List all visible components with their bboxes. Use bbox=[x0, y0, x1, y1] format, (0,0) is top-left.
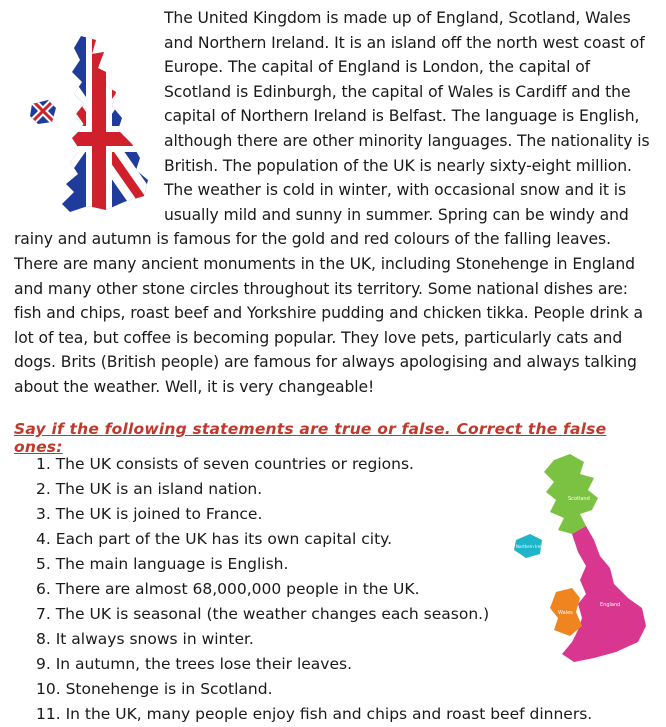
statement-item: 2. The UK is an island nation. bbox=[36, 480, 263, 498]
map-label-england: England bbox=[600, 602, 621, 608]
statement-item: 5. The main language is English. bbox=[36, 555, 289, 573]
statement-item: 6. There are almost 68,000,000 people in the UK. bbox=[36, 580, 420, 598]
map-label-northern-ireland: Northern Ireland bbox=[516, 544, 549, 549]
union-jack-map-image bbox=[26, 34, 152, 214]
statement-item: 11. In the UK, many people enjoy fish and chips and roast beef dinners. bbox=[36, 705, 593, 723]
reading-paragraph: The United Kingdom is made up of England, Scotland, Wales and Northern Ireland. It is an island off the north west coast of Europe. The capital of England is London, the capital of Scotland is Edinburgh, the capital of Wales is Cardiff and the capital of Northern Ireland is Belfast. The language is English, although there are other minority languages. The nationality is British. The population of the UK is nearly sixty-eight million. The weather is cold in winter, with occasional snow and it is usually mild and sunny in summer. Spring can be windy and rainy and autumn is famous for the gold and red colours of the falling leaves. There are many ancient monuments in the UK, including Stonehenge in England and many other stone circles throughout its territory. Some national dishes are: fish and chips, roast beef and Yorkshire pudding and chicken tikka. People drink a lot of tea, but coffee is becoming popular. They love pets, particularly cats and dogs. Brits (British people) are famous for always apologising and always talking about the weather. Well, it is very changeable! bbox=[14, 9, 650, 396]
statement-item: 10. Stonehenge is in Scotland. bbox=[36, 680, 273, 698]
statement-item: 3. The UK is joined to France. bbox=[36, 505, 263, 523]
statement-item: 7. The UK is seasonal (the weather changes each season.) bbox=[36, 605, 490, 623]
statement-item: 1. The UK consists of seven countries or regions. bbox=[36, 455, 414, 473]
uk-regions-map bbox=[510, 448, 660, 668]
reading-section bbox=[14, 6, 654, 400]
map-label-scotland: Scotland bbox=[568, 496, 590, 502]
statement-item: 9. In autumn, the trees lose their leaves. bbox=[36, 655, 353, 673]
exercise-instruction: Say if the following statements are true or false. Correct the false ones: bbox=[14, 420, 607, 456]
statement-item: 4. Each part of the UK has its own capital city. bbox=[36, 530, 393, 548]
map-label-wales: Wales bbox=[558, 610, 573, 616]
statement-list bbox=[36, 452, 592, 727]
scotland-region bbox=[544, 454, 598, 534]
statement-item: 8. It always snows in winter. bbox=[36, 630, 254, 648]
